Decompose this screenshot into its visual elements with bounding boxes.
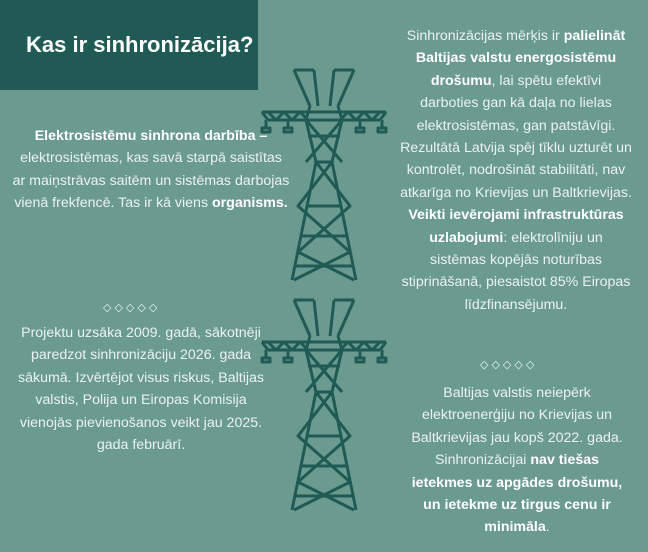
goal-text-2: , lai spētu efektīvi darboties gan kā daļa no lielas elektrosistēmas, gan patstāvīgi. Rezultātā Latvija spēj tīklu uzturēt un kontrolēt, nodrošināt stabilitāti, nav atkarīga no Krievijas un Baltkrievijas. [400,72,632,201]
power-tower-icon [258,66,390,284]
definition-body: elektrosistēmas, kas savā starpā saistītas ar maiņstrāvas saitēm un sistēmas darbojas vienā frekfencē. Tas ir kā viens [12,150,290,212]
impact-text-2: . [545,519,550,536]
goal-highlight-2: Veikti ievērojami infrastruktūras uzlabojumi [408,207,624,246]
page-title: Kas ir sinhronizācija? [26,32,254,57]
project-history-text: Projektu uzsāka 2009. gadā, sākotnēji paredzot sinhronizāciju 2026. gada sākumā. Izvērtējot visus riskus, Baltijas valstis, Polija un Eiropas Komisija vienojās pievienošanos veikt jau 2025. gada februārī. [18,325,264,454]
diamond-divider-left: ◇◇◇◇◇ [103,302,161,314]
definition-highlight-end: organisms. [211,195,288,212]
goal-text-1: Sinhronizācijas mērķis ir [406,28,564,44]
goal-text [400,25,632,316]
title-box [0,0,258,90]
goal-highlight-1: palielināt Baltijas valstu energosistēmu drošumu [415,28,626,89]
definition-highlight: Elektrosistēmu sinhrona darbība – [34,128,268,144]
impact-text [404,382,630,539]
goal-text-3: : elektrolīniju un sistēmas kopējās noturības stiprināšanā, piesaistot 85% Eiropas līdzfinansējumu. [401,229,631,313]
impact-text-1: Baltijas valstis neiepērk elektroenerģiju no Krievijas un Baltkrievijas jau kopš 2022. gada. Sinhronizācijai [411,385,623,469]
definition-text [12,125,290,215]
diamond-divider-right: ◇◇◇◇◇ [480,359,538,371]
power-tower-icon [258,296,390,514]
impact-highlight: nav tiešas ietekmes uz apgādes drošumu, un ietekme uz tirgus cenu ir minimāla [411,452,623,536]
